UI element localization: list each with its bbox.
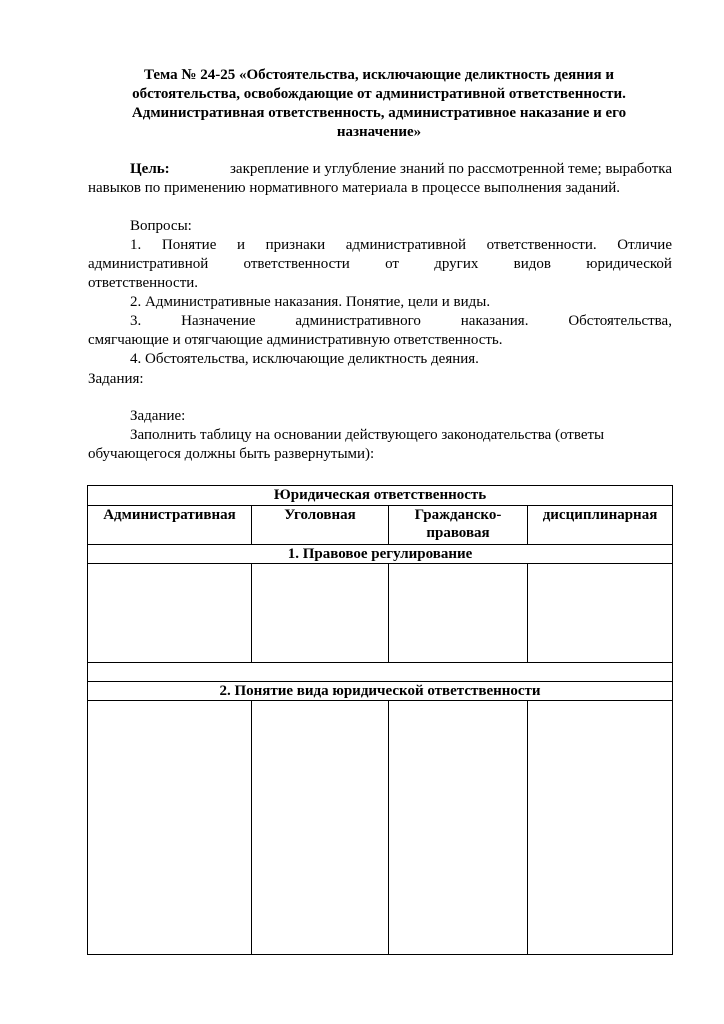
word: юридической xyxy=(586,256,672,272)
answer-cell[interactable] xyxy=(252,701,389,955)
answer-cell[interactable] xyxy=(88,701,252,955)
table-section-row xyxy=(88,545,673,564)
document-title xyxy=(88,66,670,142)
goal-line-1 xyxy=(88,160,672,179)
word: наказания. xyxy=(460,313,529,329)
table-header: Юридическая ответственность xyxy=(88,486,673,506)
task-block xyxy=(88,407,672,464)
task-heading: Задание: xyxy=(130,408,186,424)
answer-cell[interactable] xyxy=(528,701,673,955)
word: ответственности xyxy=(243,256,350,272)
word: административной xyxy=(88,256,209,272)
question-1-line-1: 1. Понятие и признаки административной ответственности. Отличие xyxy=(130,237,672,253)
goal-text: закрепление и углубление знаний по рассмотренной теме; выработка xyxy=(229,161,672,177)
column-header: дисциплинарная xyxy=(528,506,673,545)
questions-heading: Вопросы: xyxy=(130,218,192,234)
table-section-row xyxy=(88,682,673,701)
word: Назначение xyxy=(181,313,256,329)
questions-block xyxy=(88,217,672,369)
title-line: Административная ответственность, административное наказание и его xyxy=(131,105,627,121)
table-header-row xyxy=(88,486,673,506)
question-4: 4. Обстоятельства, исключающие деликтность деяния. xyxy=(130,351,479,367)
answer-cell[interactable] xyxy=(389,564,528,663)
table-row xyxy=(88,663,673,682)
word: от xyxy=(385,256,399,272)
section-title: 2. Понятие вида юридической ответственности xyxy=(88,682,673,701)
question-3-line-1 xyxy=(88,312,672,331)
task-line-1: Заполнить таблицу на основании действующего законодательства (ответы xyxy=(130,427,605,443)
word: административного xyxy=(295,313,421,329)
table-row xyxy=(88,701,673,955)
column-header: Уголовная xyxy=(252,506,389,545)
goal-label: Цель: xyxy=(130,161,170,177)
answer-cell[interactable] xyxy=(252,564,389,663)
word: 3. xyxy=(130,313,142,329)
section-title: 1. Правовое регулирование xyxy=(88,545,673,564)
word: видов xyxy=(513,256,551,272)
goal-line-2: навыков по применению нормативного материала в процессе выполнения заданий. xyxy=(88,180,621,196)
word: Обстоятельства, xyxy=(568,313,672,329)
question-1-line-3: ответственности. xyxy=(88,275,199,291)
responsibility-table xyxy=(87,485,673,955)
task-line-2: обучающегося должны быть развернутыми): xyxy=(88,446,375,462)
spacer-cell xyxy=(88,663,673,682)
column-header: Административная xyxy=(88,506,252,545)
question-1-line-2 xyxy=(88,255,672,274)
question-2: 2. Административные наказания. Понятие, цели и виды. xyxy=(130,294,491,310)
column-header: Гражданско-правовая xyxy=(389,506,528,545)
question-3-line-2: смягчающие и отягчающие административную ответственность. xyxy=(88,332,503,348)
word: других xyxy=(434,256,479,272)
answer-cell[interactable] xyxy=(88,564,252,663)
title-line: обстоятельства, освобождающие от административной ответственности. xyxy=(132,86,626,102)
tasks-heading: Задания: xyxy=(88,371,144,387)
answer-cell[interactable] xyxy=(528,564,673,663)
title-line: Тема № 24-25 «Обстоятельства, исключающие деликтность деяния и xyxy=(143,67,615,83)
title-line: назначение» xyxy=(336,124,422,140)
table-row xyxy=(88,564,673,663)
answer-cell[interactable] xyxy=(389,701,528,955)
goal-paragraph xyxy=(88,160,672,198)
table-columns-row xyxy=(88,506,673,545)
